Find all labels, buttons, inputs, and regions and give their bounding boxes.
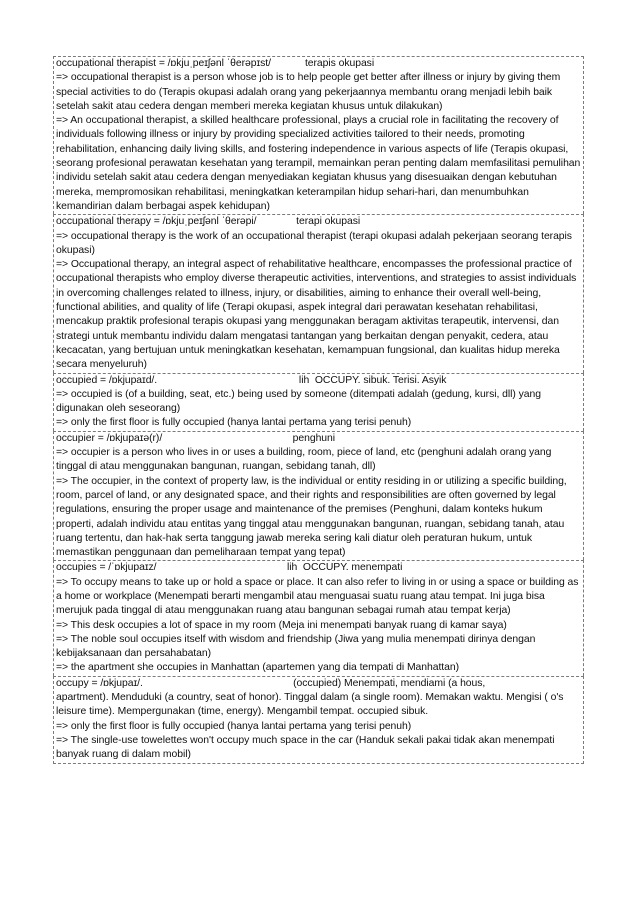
entry-example: => Occupational therapy, an integral aspect of rehabilitative healthcare, encompasses the professional practice of occupational therapists who employ diverse therapeutic activities, interventions, and strategies to assist individuals in overcoming challenges related to illness, injury, or disabilities, aiming to enhance their overall well-being, functional abilities, and quality of life (Terapi okupasi, aspek integral dari perawatan kesehatan rehabilitasi, mencakup praktik profesional terapis okupasi yang menggunakan beragam aktivitas terapeutik, intervensi, dan strategi untuk membantu individu dalam mengatasi tantangan yang berkaitan dengan penyakit, cedera, atau kecacatan, yang bertujuan untuk meningkatkan kesehatan, kemampuan fungsional, dan kualitas hidup mereka secara menyeluruh): [56, 259, 577, 371]
entry-example: => The occupier, in the context of property law, is the individual or entity residing in or utilizing a specific building, room, parcel of land, or any designated space, and their rights and responsibilities are often governed by legal regulations, ensuring the proper usage and maintenance of the premises (Penghuni, dalam konteks hukum properti, adalah individu atau entitas yang tinggal atau menggunakan bangunan, ruangan, sebidang tanah, atau ruang tertentu, dan hak-hak serta tanggung jawab mereka sering kali diatur oleh peraturan hukum, untuk memastikan penggunaan dan pemeliharaan tempat yang tepat): [56, 475, 567, 559]
entry-definition: => occupational therapist is a person whose job is to help people get better after illness or injury by giving them special activities to do (Terapis okupasi adalah orang yang pekerjaannya membantu orang menjadi lebih baik setelah sakit atau cedera dengan memberi mereka kegiatan khusus untuk dilakukan): [56, 72, 561, 112]
entry-definition: => occupational therapy is the work of an occupational therapist (terapi okupasi adalah pekerjaan seorang terapis okupasi): [56, 230, 572, 256]
entry-headword: occupied = /ɒkjupaɪd/. lih OCCUPY. sibuk. Terisi. Asyik: [56, 374, 447, 386]
entry-headword: occupies = /ˈɒkjupaɪz/ lih OCCUPY. menempati: [56, 562, 403, 574]
entry-headword: occupational therapist = /ɒkjuˌpeɪʃənl ˈθerəpɪst/ terapis okupasi: [56, 58, 375, 69]
entry-example: => the apartment she occupies in Manhattan (apartemen yang dia tempati di Manhattan): [56, 662, 460, 674]
entry-definition: => To occupy means to take up or hold a space or place. It can also refer to living in or using a space or building as a home or workplace (Menempati berarti mengambil atau menguasai suatu ruang atau tempat. Ini juga bisa merujuk pada tinggal di atau menggunakan ruang atau bangunan sebagai rumah atau tempat kerja): [56, 576, 579, 617]
entry-headword: occupier = /ɒkjupaɪə(r)/ penghuni: [56, 432, 336, 444]
entry-occupies: [53, 560, 584, 675]
entry-example: => The noble soul occupies itself with wisdom and friendship (Jiwa yang mulia menempati dirinya dengan kebijaksanaan dan persahabatan): [56, 633, 536, 660]
entry-headword: occupy = /ɒkjupaɪ/. (occupied) Menempati, mendiami (a hous,: [56, 677, 486, 689]
entry-occupier: [53, 431, 584, 561]
entry-occupied: [53, 373, 584, 431]
entry-example: => An occupational therapist, a skilled healthcare professional, plays a crucial role in facilitating the recovery of individuals following illness or injury by providing specialized activities tailored to their needs, promoting rehabilitation, enhancing daily living skills, and fostering independence in various aspects of life (Terapis okupasi, seorang profesional perawatan kesehatan yang terampil, memainkan peran penting dalam memfasilitasi pemulihan individu setelah sakit atau cedera dengan menyediakan kegiatan khusus yang disesuaikan dengan kebutuhan mereka, mempromosikan rehabilitasi, meningkatkan keterampilan hidup sehari-hari, dan menumbuhkan kemandirian dalam berbagai aspek kehidupan): [56, 115, 581, 212]
dictionary-page: [53, 56, 584, 764]
entry-headword: occupational therapy = /ɒkjuˌpeɪʃənl ˈθerəpi/ terapi okupasi: [56, 216, 361, 228]
entry-example: => The single-use towelettes won't occupy much space in the car (Handuk sekali pakai tidak akan menempati banyak ruang di dalam mobil): [56, 734, 555, 761]
entry-example: => only the first floor is fully occupied (hanya lantai pertama yang terisi penuh): [56, 417, 412, 429]
entry-example: => only the first floor is fully occupied (hanya lantai pertama yang terisi penuh): [56, 720, 412, 732]
entry-example: => This desk occupies a lot of space in my room (Meja ini menempati banyak ruang di kamar saya): [56, 619, 507, 631]
entry-definition: => occupier is a person who lives in or uses a building, room, piece of land, etc (penghuni adalah orang yang tinggal di atau menggunakan bangunan, ruangan, sebidang tanah, dll): [56, 447, 552, 473]
entry-definition: => occupied is (of a building, seat, etc.) being used by someone (ditempati adalah (gedung, kursi, dll) yang digunakan oleh seseorang): [56, 388, 541, 415]
entry-occupational-therapist: [53, 56, 584, 214]
entry-occupy: [53, 676, 584, 764]
entry-occupational-therapy: [53, 214, 584, 372]
entry-definition: apartment). Menduduki (a country, seat of honor). Tinggal dalam (a single room). Memakan waktu. Mengisi ( o's leisure time). Mempergunakan (time, energy). Mengambil tempat. occupied sibuk.: [56, 692, 564, 718]
